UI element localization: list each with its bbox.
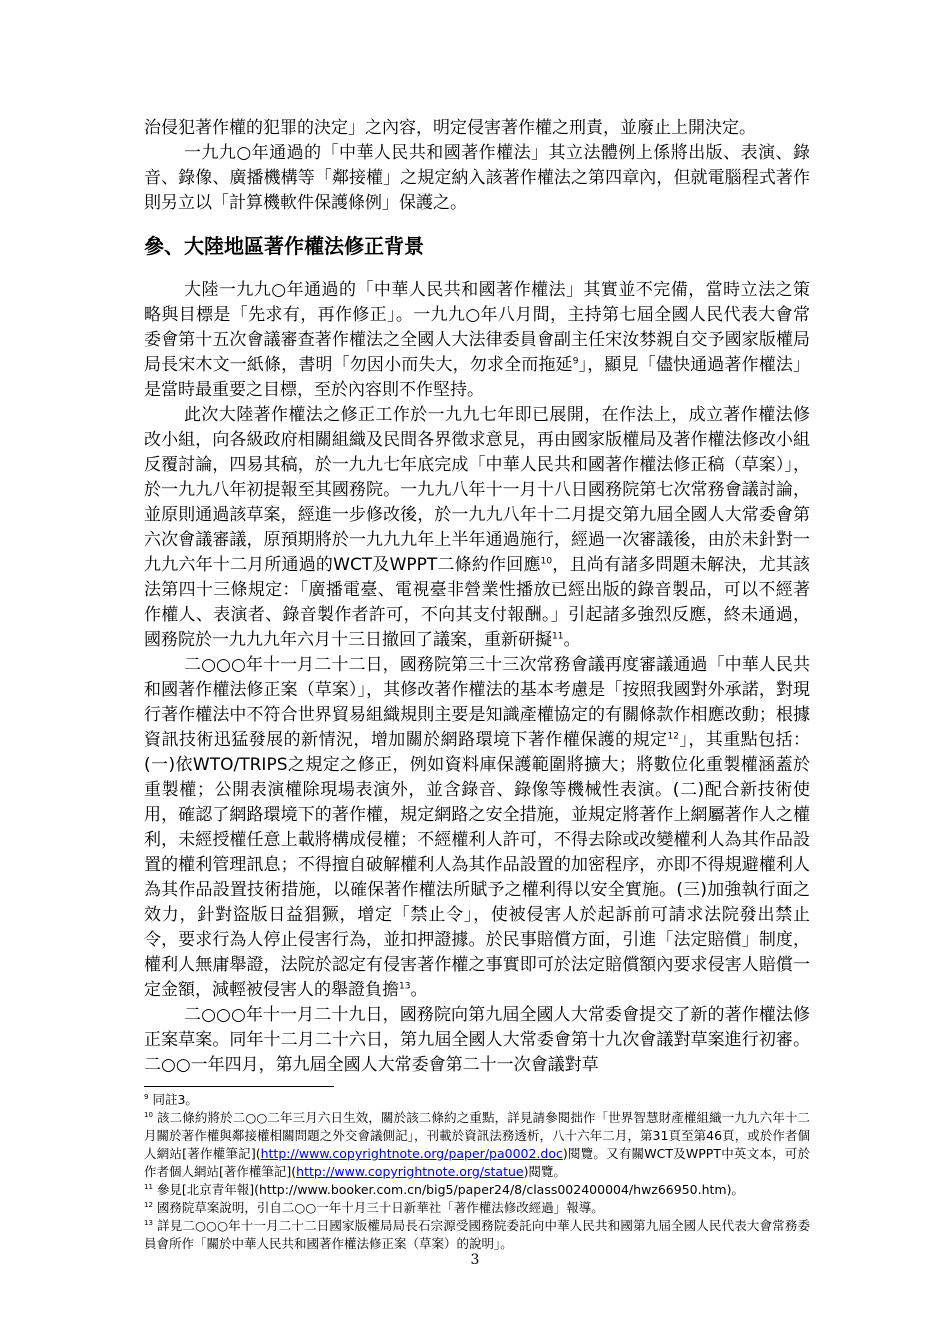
footnote-text: 該二條約將於二○○二年三月六日生效，關於該二條約之重點，詳見請參閱拙作「世界智慧財產權組織一九九六年十二月關於著作權與鄰接權相關問題之外交會議側記」，刊載於資訊法務透析，八十六年二月，第31頁至第46頁，或於作者個人網站[著作權筆記]( — [144, 1110, 810, 1161]
footnote-number: 10 — [144, 1110, 153, 1119]
footnote-separator — [144, 1086, 334, 1087]
paragraph-continuation: 治侵犯著作權的犯罪的決定」之內容，明定侵害著作權之刑責，並廢止上開決定。 — [144, 118, 756, 138]
footnote-number: 12 — [144, 1200, 153, 1209]
footnote-text: )閱覽。又有關WCT及WPPT中英文本，可於作者個人網站[著作權筆記]( — [144, 1146, 811, 1179]
footnote-number: 11 — [144, 1182, 153, 1191]
paragraph-text: 。 — [563, 630, 581, 650]
footnote-text: 參見[北京青年報](http://www.booker.com.cn/big5/paper24/8/class002400004/hwz66950.htm)。 — [156, 1182, 744, 1197]
footnote-ref[interactable]: 9 — [572, 356, 579, 367]
footnote-9 — [144, 1091, 810, 1109]
footnote-text: )閱覽。 — [523, 1164, 566, 1179]
footnote-number: 13 — [144, 1218, 153, 1227]
paragraph-text: 」，其重點包括：(一)依WTO/TRIPS之規定之修正，例如資料庫保護範圍將擴大；將數位化重製權涵蓋於重製權；公開表演權除現場表演外，並含錄音、錄像等機械性表演。(二)配合新技術使用，確認了網路環境下的著作權，規定網路之安全措施，並規定將著作上網屬著作人之權利，未經授權任意上載將構成侵權；不經權利人許可，不得去除或改變權利人為其作品設置的權利管理訊息；不得擅自破解權利人為其作品設置的加密程序，亦即不得規避權利人為其作品設置技術措施，以確保著作權法所賦予之權利得以安全實施。(三)加強執行面之效力，針對盜版日益猖獗，增定「禁止令」，使被侵害人於起訴前可請求法院發出禁止令，要求行為人停止侵害行為，並扣押證據。於民事賠償方面，引進「法定賠償」制度，權利人無庸舉證，法院於認定有侵害著作權之事實即可於法定賠償額內要求侵害人賠償一定金額，減輕被侵害人的舉證負擔 — [144, 730, 811, 1000]
footnote-11 — [144, 1181, 810, 1199]
paragraph-1990-law: 一九九○年通過的「中華人民共和國著作權法」其立法體例上係將出版、表演、錄音、錄像、廣播機構等「鄰接權」之規定納入該著作權法之第四章內，但就電腦程式著作則另立以「計算機軟件保護條例」保護之。 — [144, 143, 810, 213]
paragraph-revision-1997 — [144, 403, 810, 653]
footnote-link[interactable]: http://www.copyrightnote.org/paper/pa0002.doc — [260, 1146, 563, 1161]
footnote-ref[interactable]: 13 — [399, 981, 411, 992]
paragraph-draft-submission: 二○○○年十一月二十九日，國務院向第九屆全國人大常委會提交了新的著作權法修正案草案。同年十二月二十六日，第九屆全國人大常委會第十九次會議對草案進行初審。二○○一年四月，第九屆全國人大常委會第二十一次會議對草 — [144, 1005, 810, 1075]
page-number: 3 — [470, 1252, 480, 1268]
footnote-link[interactable]: http://www.copyrightnote.org/statue — [296, 1164, 524, 1179]
footnote-ref[interactable]: 11 — [552, 631, 564, 642]
paragraph-text: 」，顯見「儘快通過著作權法」是當時最重要之目標，至於內容則不作堅持。 — [144, 355, 811, 400]
paragraph-text: 大陸一九九○年通過的「中華人民共和國著作權法」其實並不完備，當時立法之策略與目標是「先求有，再作修正」。一九九○年八月間，主持第七屆全國人民代表大會常委會第十五次會議審查著作權法之全國人大法律委員會副主任宋汝棼親自交予國家版權局局長宋木文一紙條，書明「勿因小而失大，勿求全而拖延 — [144, 280, 810, 375]
footnote-ref[interactable]: 12 — [667, 731, 679, 742]
footnote-text: 詳見二○○○年十一月二十二日國家版權局局長石宗源受國務院委託向中華人民共和國第九屆全國人民代表大會常務委員會所作「關於中華人民共和國著作權法修正案（草案）的說明」。 — [144, 1218, 810, 1251]
paragraph-text: 。 — [410, 980, 428, 1000]
paragraph-text: 此次大陸著作權法之修正工作於一九九七年即已展開，在作法上，成立著作權法修改小組，向各級政府相關組織及民間各界徵求意見，再由國家版權局及著作權法修改小組反覆討論，四易其稿，於一九九七年底完成「中華人民共和國著作權法修正稿（草案）」，於一九九八年初提報至其國務院。一九九八年十一月十八日國務院第七次常務會議討論，並原則通過該草案，經進一步修改後，於一九九八年十二月提交第九屆全國人大常委會第六次會議審議，原預期將於一九九九年上半年通過施行，經過一次審議後，由於未針對一九九六年十二月所通過的WCT及WPPT二條約作回應 — [144, 405, 810, 575]
paragraph-revision-2000 — [144, 653, 810, 1003]
footnote-12 — [144, 1199, 810, 1217]
footnote-10 — [144, 1109, 810, 1181]
paragraph-text: ，且尚有諸多問題未解決，尤其該法第四十三條規定：「廣播電臺、電視臺非營業性播放已經出版的錄音製品，可以不經著作權人、表演者、錄音製作者許可，不向其支付報酬。」引起諸多強烈反應，終未通過，國務院於一九九九年六月十三日撤回了議案，重新研擬 — [144, 555, 810, 650]
paragraph-background — [144, 278, 810, 403]
section-heading: 參、大陸地區著作權法修正背景 — [144, 234, 424, 258]
footnote-text: 國務院草案說明，引自二○○一年十月三十日新華社「著作權法修改經過」報導。 — [156, 1200, 604, 1215]
footnote-ref[interactable]: 10 — [540, 556, 553, 567]
footnote-text: 同註3。 — [152, 1092, 198, 1107]
document-page — [144, 116, 810, 1253]
paragraph-text: 二○○○年十一月二十二日，國務院第三十三次常務會議再度審議通過「中華人民共和國著作權法修正案（草案）」，其修改著作權法的基本考慮是「按照我國對外承諾，對現行著作權法中不符合世界貿易組織規則主要是知識產權協定的有關條款作相應改動；根據資訊技術迅猛發展的新情況，增加關於網路環境下著作權保護的規定 — [144, 655, 810, 750]
footnote-13 — [144, 1217, 810, 1253]
footnote-number: 9 — [144, 1092, 149, 1101]
